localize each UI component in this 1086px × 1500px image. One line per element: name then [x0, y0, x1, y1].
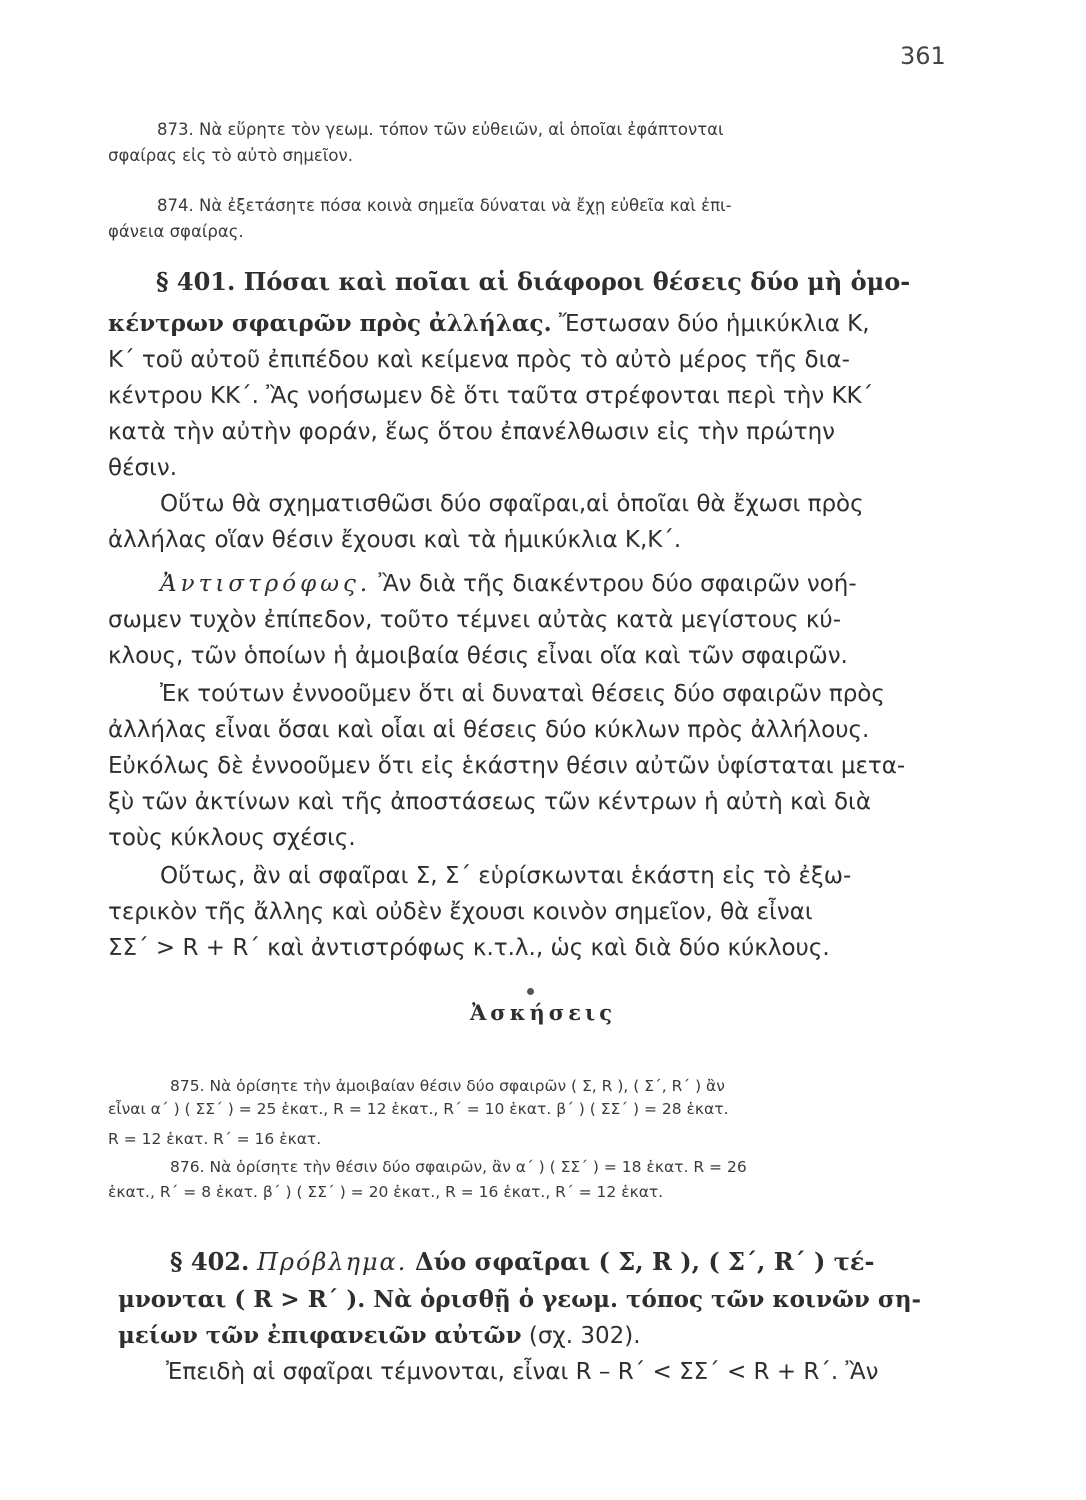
paragraph-5-line-3: ΣΣ΄ > R + R΄ καὶ ἀντιστρόφως κ.τ.λ., ὡς καὶ διὰ δύο κύκλους. — [108, 935, 830, 961]
exercise-873-line-1: 873. Νὰ εὕρητε τὸν γεωμ. τόπον τῶν εὐθειῶν, αἱ ὁποῖαι ἐφάπτονται — [157, 120, 724, 139]
section-402-line-3 — [118, 1322, 641, 1350]
exercises-heading: Ἀσκήσεις — [470, 1000, 616, 1025]
section-401-line-1 — [108, 310, 870, 338]
paragraph-3-line-2: σωμεν τυχὸν ἐπίπεδον, τοῦτο τέμνει αὐτὰς κατὰ μεγίστους κύ- — [108, 607, 841, 633]
exercise-875-line-1: 875. Νὰ ὁρίσητε τὴν ἀμοιβαίαν θέσιν δύο σφαιρῶν ( Σ, R ), ( Σ΄, R΄ ) ἂν — [170, 1077, 725, 1095]
section-402-line-1 — [170, 1248, 874, 1276]
problem-label: Πρόβλημα. — [257, 1248, 408, 1276]
exercise-876-line-1: 876. Νὰ ὁρίσητε τὴν θέσιν δύο σφαιρῶν, ἂν α΄ ) ( ΣΣ΄ ) = 18 ἑκατ. R = 26 — [170, 1158, 747, 1176]
paragraph-2-line-1: Οὕτω θὰ σχηματισθῶσι δύο σφαῖραι,αἱ ὁποῖαι θὰ ἔχωσι πρὸς — [160, 491, 864, 517]
section-401-heading: § 401. Πόσαι καὶ ποῖαι αἱ διάφοροι θέσεις δύο μὴ ὁμο- — [156, 267, 911, 296]
section-402-line-2: μνονται ( R > R΄ ). Νὰ ὁρισθῇ ὁ γεωμ. τόπος τῶν κοινῶν ση- — [118, 1286, 922, 1313]
exercise-876-line-2: ἑκατ., R΄ = 8 ἑκατ. β΄ ) ( ΣΣ΄ ) = 20 ἑκατ., R = 16 ἑκατ., R΄ = 12 ἑκατ. — [108, 1183, 664, 1201]
conversely-label: Ἀντιστρόφως. — [160, 571, 372, 597]
section-402-line-4: Ἐπειδὴ αἱ σφαῖραι τέμνονται, εἶναι R – R΄ < ΣΣ΄ < R + R΄. Ἂν — [166, 1359, 879, 1385]
paragraph-4-line-2: ἀλλήλας εἶναι ὅσαι καὶ οἷαι αἱ θέσεις δύο κύκλων πρὸς ἀλλήλους. — [108, 717, 870, 743]
section-401-line-3: κέντρου ΚΚ΄. Ἂς νοήσωμεν δὲ ὅτι ταῦτα στρέφονται περὶ τὴν ΚΚ΄ — [108, 383, 874, 409]
exercise-874-line-1: 874. Νὰ ἐξετάσητε πόσα κοινὰ σημεῖα δύναται νὰ ἔχῃ εὐθεῖα καὶ ἐπι- — [157, 196, 732, 215]
figure-reference: (σχ. 302). — [528, 1323, 641, 1349]
section-402-line-3-bold: μείων τῶν ἐπιφανειῶν αὐτῶν — [118, 1322, 522, 1349]
section-401-line-1-text: Ἔστωσαν δύο ἡμικύκλια Κ, — [558, 311, 870, 337]
paragraph-4-line-3: Εὐκόλως δὲ ἐννοοῦμεν ὅτι εἰς ἑκάστην θέσιν αὐτῶν ὑφίσταται μετα- — [108, 753, 906, 779]
exercise-875-line-3: R = 12 ἑκατ. R΄ = 16 ἑκατ. — [108, 1130, 322, 1148]
paragraph-2-line-2: ἀλλήλας οἵαν θέσιν ἔχουσι καὶ τὰ ἡμικύκλια Κ,Κ΄. — [108, 527, 682, 553]
section-402-line-1-text: Δύο σφαῖραι ( Σ, R ), ( Σ΄, R΄ ) τέ- — [415, 1247, 875, 1276]
separator-dot — [527, 988, 534, 995]
section-401-heading-cont: κέντρων σφαιρῶν πρὸς ἀλλήλας. — [108, 310, 552, 337]
paragraph-4-line-1: Ἐκ τούτων ἐννοοῦμεν ὅτι αἱ δυναταὶ θέσεις δύο σφαιρῶν πρὸς — [160, 681, 885, 707]
paragraph-5-line-1: Οὕτως, ἂν αἱ σφαῖραι Σ, Σ΄ εὑρίσκωνται ἑκάστη εἰς τὸ ἐξω- — [160, 863, 852, 889]
paragraph-3-line-1 — [160, 570, 857, 598]
paragraph-3-line-1-text: Ἂν διὰ τῆς διακέντρου δύο σφαιρῶν νοή- — [378, 571, 857, 597]
paragraph-4-line-4: ξὺ τῶν ἀκτίνων καὶ τῆς ἀποστάσεως τῶν κέντρων ἡ αὐτὴ καὶ διὰ — [108, 789, 871, 815]
page-number: 361 — [900, 42, 946, 70]
section-401-line-4: κατὰ τὴν αὐτὴν φοράν, ἕως ὅτου ἐπανέλθωσιν εἰς τὴν πρώτην — [108, 419, 836, 445]
section-401-line-2: Κ΄ τοῦ αὐτοῦ ἐπιπέδου καὶ κείμενα πρὸς τὸ αὐτὸ μέρος τῆς δια- — [108, 347, 850, 373]
paragraph-5-line-2: τερικὸν τῆς ἄλλης καὶ οὐδὲν ἔχουσι κοινὸν σημεῖον, θὰ εἶναι — [108, 899, 813, 925]
section-402-number: § 402. — [170, 1247, 250, 1276]
paragraph-3-line-3: κλους, τῶν ὁποίων ἡ ἀμοιβαία θέσις εἶναι οἵα καὶ τῶν σφαιρῶν. — [108, 643, 848, 669]
exercise-875-line-2: εἶναι α΄ ) ( ΣΣ΄ ) = 25 ἑκατ., R = 12 ἑκατ., R΄ = 10 ἑκατ. β΄ ) ( ΣΣ΄ ) = 28 ἑκατ. — [108, 1100, 729, 1118]
exercise-873-line-2: σφαίρας εἰς τὸ αὐτὸ σημεῖον. — [108, 146, 353, 165]
paragraph-4-line-5: τοὺς κύκλους σχέσις. — [108, 825, 356, 851]
section-401-line-5: θέσιν. — [108, 455, 178, 481]
exercise-874-line-2: φάνεια σφαίρας. — [108, 222, 244, 241]
